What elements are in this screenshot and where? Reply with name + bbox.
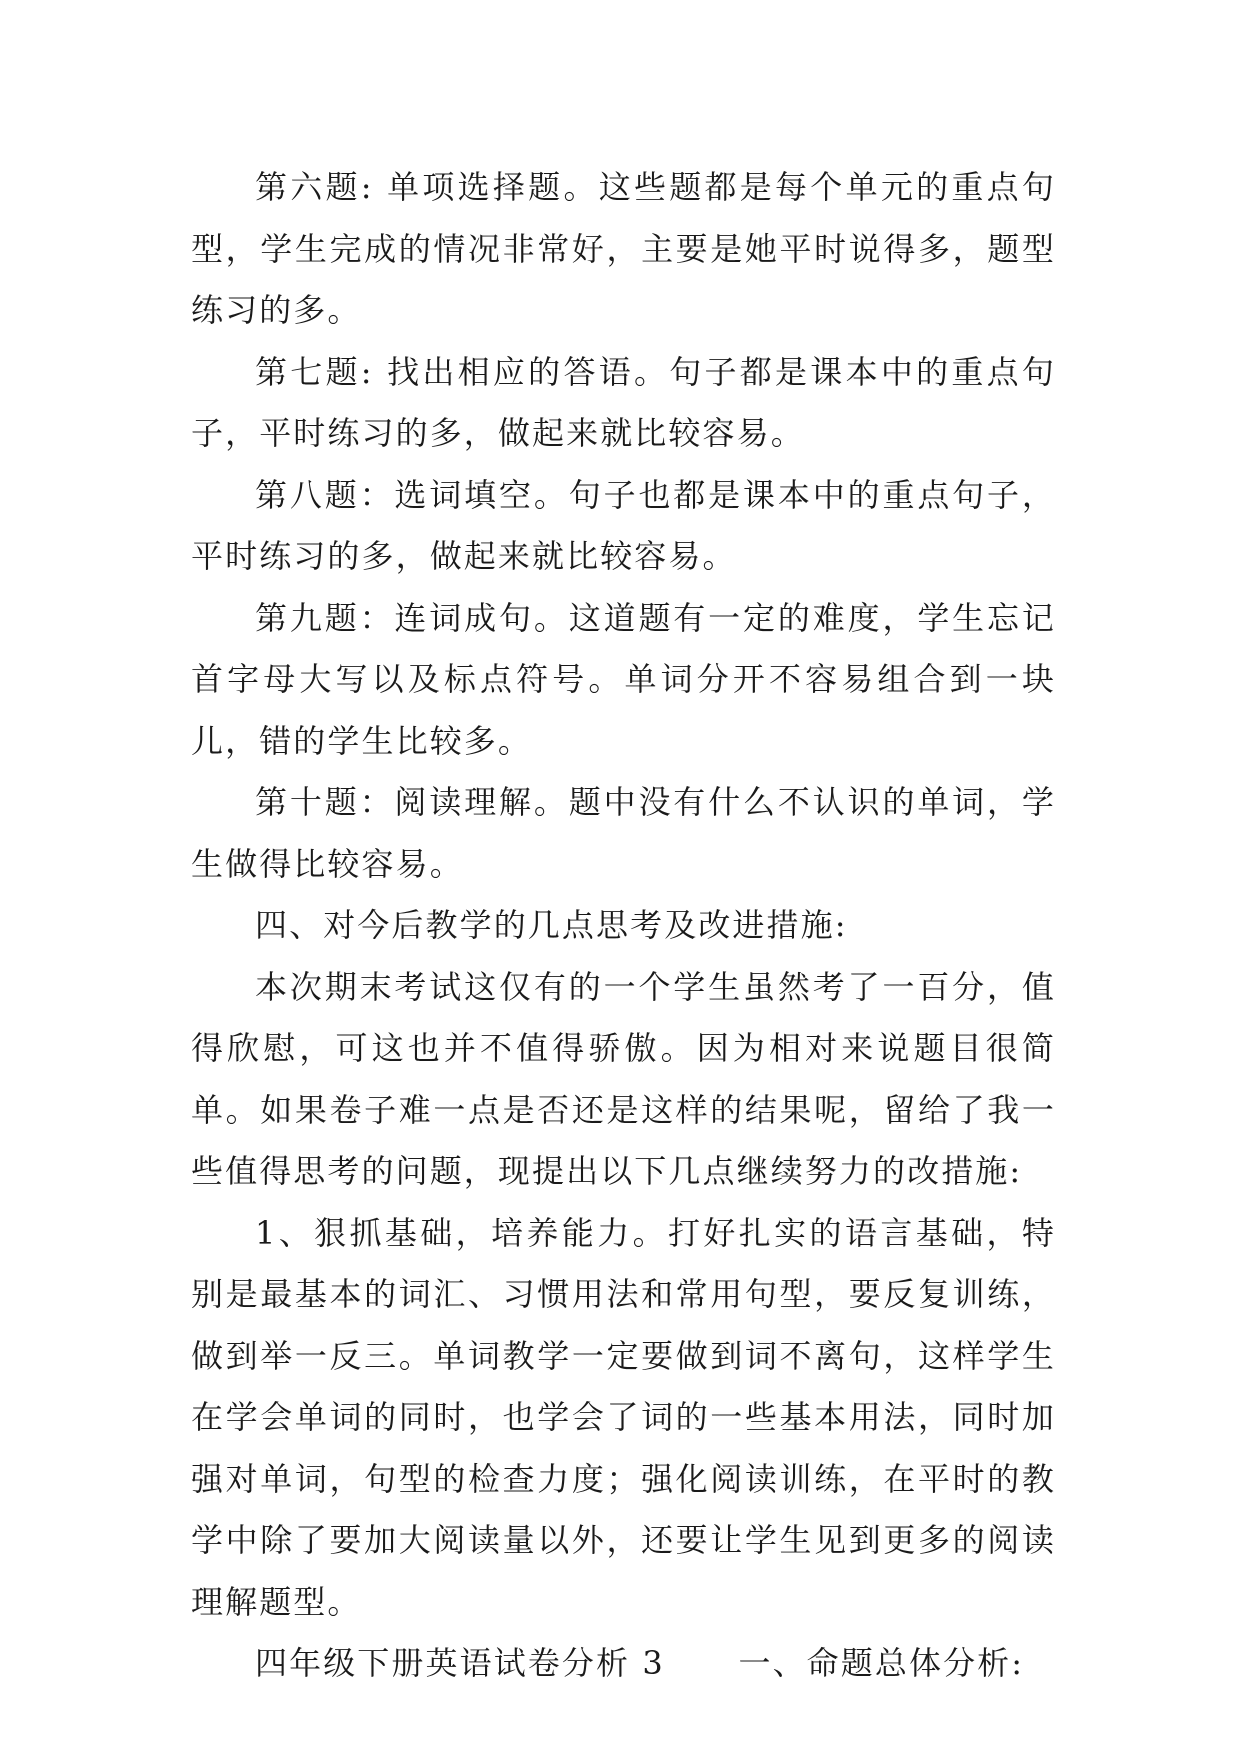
paragraph-question-6: 第六题: 单项选择题。这些题都是每个单元的重点句型，学生完成的情况非常好，主要是她平时说得多，题型练习的多。 <box>191 168 1056 329</box>
paragraph-question-9: 第九题：连词成句。这道题有一定的难度，学生忘记首字母大写以及标点符号。单词分开不容易组合到一块儿，错的学生比较多。 <box>191 598 1056 760</box>
document-body <box>191 157 1056 1695</box>
document-title: 四年级下册英语试卷分析 3 <box>255 1644 665 1682</box>
paragraph-question-10: 第十题：阅读理解。题中没有什么不认识的单词，学生做得比较容易。 <box>191 783 1056 883</box>
paragraph-question-7: 第七题: 找出相应的答语。句子都是课本中的重点句子，平时练习的多，做起来就比较容易。 <box>191 352 1056 452</box>
section-heading-overview: 一、命题总体分析: <box>738 1644 1025 1682</box>
section-heading-reflection: 四、对今后教学的几点思考及改进措施: <box>255 906 848 944</box>
paragraph-question-8: 第八题：选词填空。句子也都是课本中的重点句子，平时练习的多，做起来就比较容易。 <box>191 475 1056 575</box>
next-section-line <box>191 1633 1056 1695</box>
paragraph-measure-1: 1、狠抓基础，培养能力。打好扎实的语言基础，特别是最基本的词汇、习惯用法和常用句型，要反复训练，做到举一反三。单词教学一定要做到词不离句，这样学生在学会单词的同时，也学会了词的一些基本用法，同时加强对单词，句型的检查力度；强化阅读训练，在平时的教学中除了要加大阅读量以外，还要让学生见到更多的阅读理解题型。 <box>191 1213 1056 1621</box>
paragraph-reflection: 本次期末考试这仅有的一个学生虽然考了一百分，值得欣慰，可这也并不值得骄傲。因为相对来说题目很简单。如果卷子难一点是否还是这样的结果呢，留给了我一些值得思考的问题，现提出以下几点继续努力的改措施: <box>191 967 1056 1190</box>
